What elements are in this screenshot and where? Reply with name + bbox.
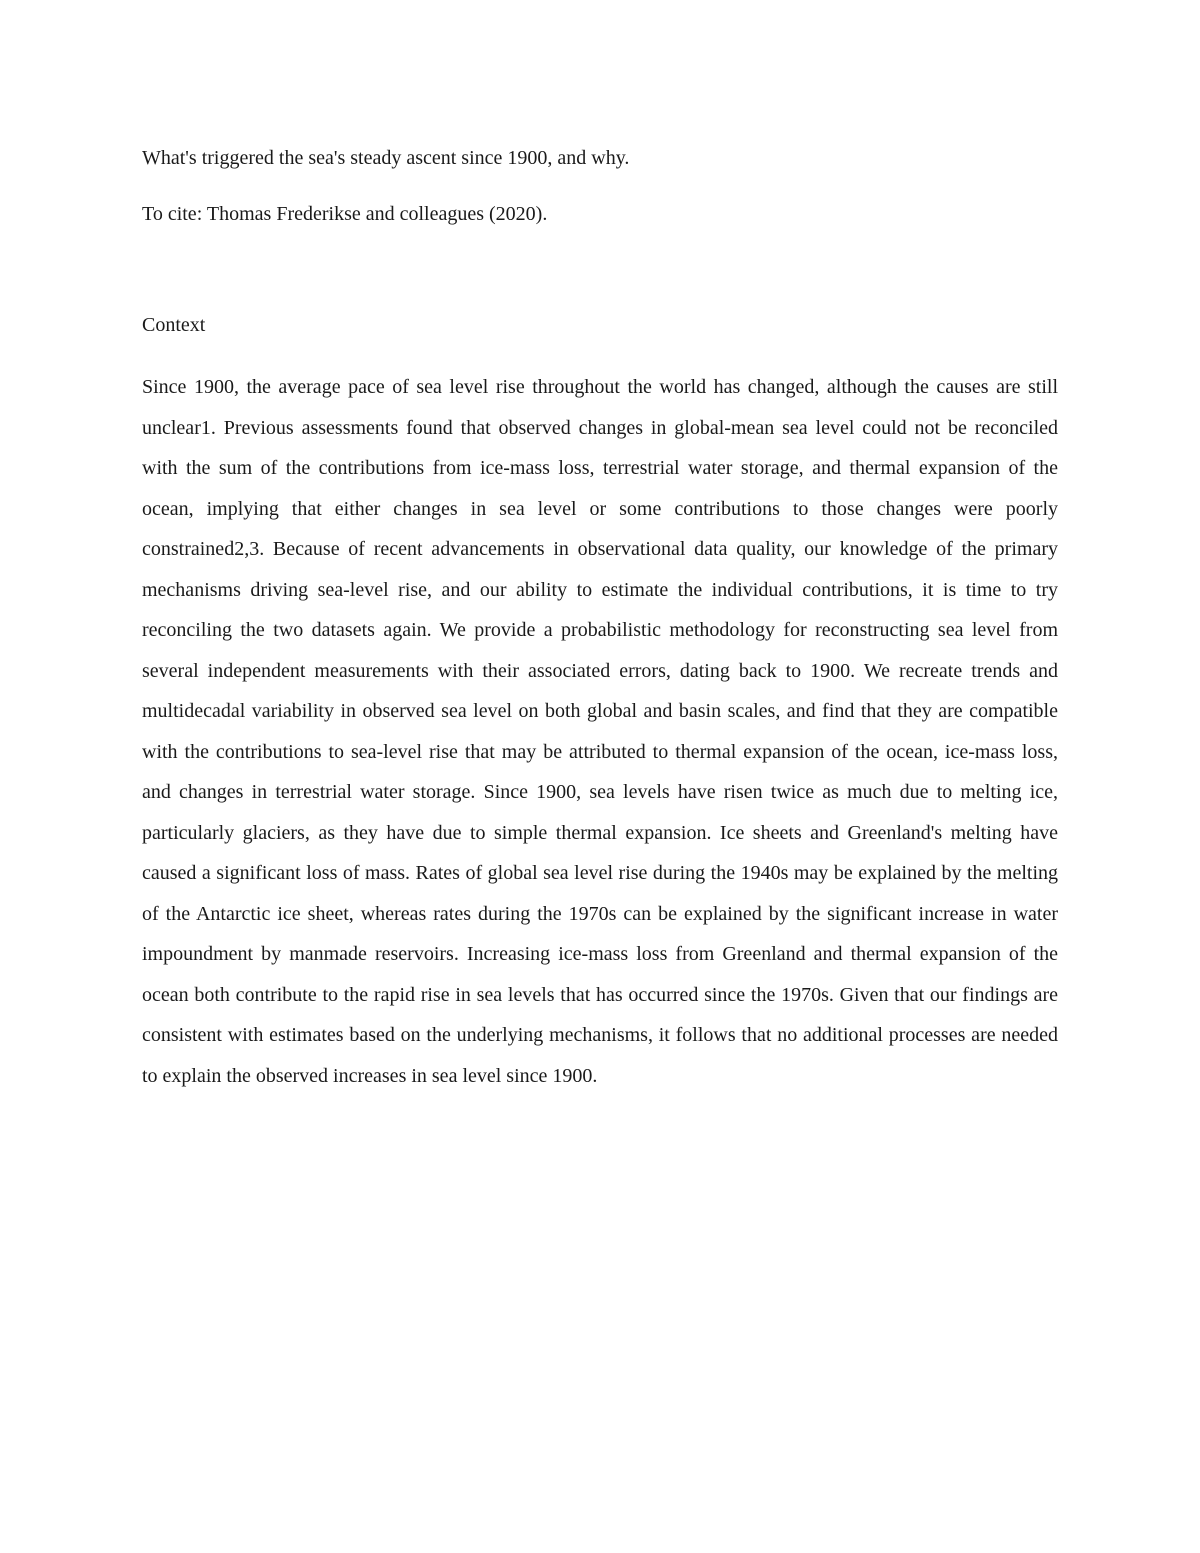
body-paragraph: Since 1900, the average pace of sea level rise throughout the world has changed, although the causes are still unclear1. Previous assessments found that observed changes in global-mean sea level could not be reconciled with the sum of the contributions from ice-mass loss, terrestrial water storage, and thermal expansion of the ocean, implying that either changes in sea level or some contributions to those changes were poorly constrained2,3. Because of recent advancements in observational data quality, our knowledge of the primary mechanisms driving sea-level rise, and our ability to estimate the individual contributions, it is time to try reconciling the two datasets again. We provide a probabilistic methodology for reconstructing sea level from several independent measurements with their associated errors, dating back to 1900. We recreate trends and multidecadal variability in observed sea level on both global and basin scales, and find that they are compatible with the contributions to sea-level rise that may be attributed to thermal expansion of the ocean, ice-mass loss, and changes in terrestrial water storage. Since 1900, sea levels have risen twice as much due to melting ice, particularly glaciers, as they have due to simple thermal expansion. Ice sheets and Greenland's melting have caused a significant loss of mass. Rates of global sea level rise during the 1940s may be explained by the melting of the Antarctic ice sheet, whereas rates during the 1970s can be explained by the significant increase in water impoundment by manmade reservoirs. Increasing ice-mass loss from Greenland and thermal expansion of the ocean both contribute to the rapid rise in sea levels that has occurred since the 1970s. Given that our findings are consistent with estimates based on the underlying mechanisms, it follows that no additional processes are needed to explain the observed increases in sea level since 1900. [142, 376, 1058, 1087]
section-heading-context: Context [142, 314, 206, 336]
document-title: What's triggered the sea's steady ascent since 1900, and why. [142, 147, 630, 169]
citation-line: To cite: Thomas Frederikse and colleagues (2020). [142, 203, 548, 225]
